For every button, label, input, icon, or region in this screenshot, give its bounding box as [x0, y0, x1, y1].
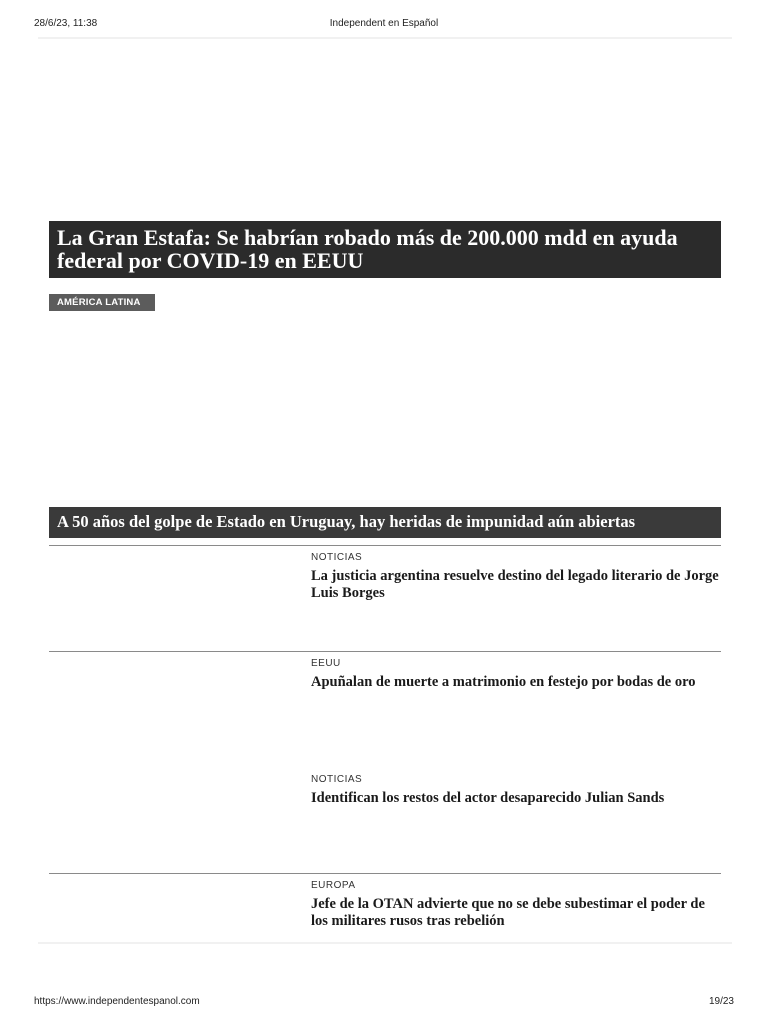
news-item[interactable]: [311, 773, 723, 807]
news-title[interactable]: [311, 896, 723, 930]
news-item[interactable]: [311, 657, 723, 691]
news-category[interactable]: NOTICIAS: [311, 774, 363, 785]
featured-headline-link[interactable]: A 50 años del golpe de Estado en Uruguay, hay heridas de impunidad aún abiertas: [57, 512, 636, 531]
news-title-link[interactable]: Apuñalan de muerte a matrimonio en festejo por bodas de oro: [311, 674, 696, 690]
print-page-title: Independent en Español: [329, 18, 439, 29]
footer-rule: [38, 942, 732, 944]
featured-headline[interactable]: [49, 507, 721, 538]
news-category[interactable]: NOTICIAS: [311, 552, 363, 563]
news-title-link[interactable]: La justicia argentina resuelve destino del legado literario de Jorge Luis Borges: [311, 568, 719, 601]
featured-headline-link[interactable]: La Gran Estafa: Se habrían robado más de 200.000 mdd en ayuda federal por COVID-19 en EEUU: [57, 225, 678, 273]
print-url: https://www.independentespanol.com: [34, 996, 200, 1007]
divider: [49, 545, 721, 546]
divider: [49, 873, 721, 874]
news-category[interactable]: EUROPA: [311, 880, 356, 891]
header-rule: [38, 37, 732, 39]
news-title[interactable]: [311, 674, 723, 691]
print-footer: [0, 994, 768, 1010]
page-number: 19/23: [708, 996, 734, 1007]
print-header: [0, 16, 768, 32]
news-title-link[interactable]: Jefe de la OTAN advierte que no se debe subestimar el poder de los militares rusos tras rebelión: [311, 896, 705, 929]
featured-headline[interactable]: [49, 221, 721, 278]
category-tag[interactable]: AMÉRICA LATINA: [49, 294, 155, 311]
news-category[interactable]: EEUU: [311, 658, 341, 669]
divider: [49, 651, 721, 652]
news-title[interactable]: [311, 790, 723, 807]
news-title-link[interactable]: Identifican los restos del actor desaparecido Julian Sands: [311, 790, 665, 806]
print-date: 28/6/23, 11:38: [34, 18, 98, 29]
news-title[interactable]: [311, 568, 723, 602]
news-item[interactable]: [311, 879, 723, 930]
news-item[interactable]: [311, 551, 723, 602]
